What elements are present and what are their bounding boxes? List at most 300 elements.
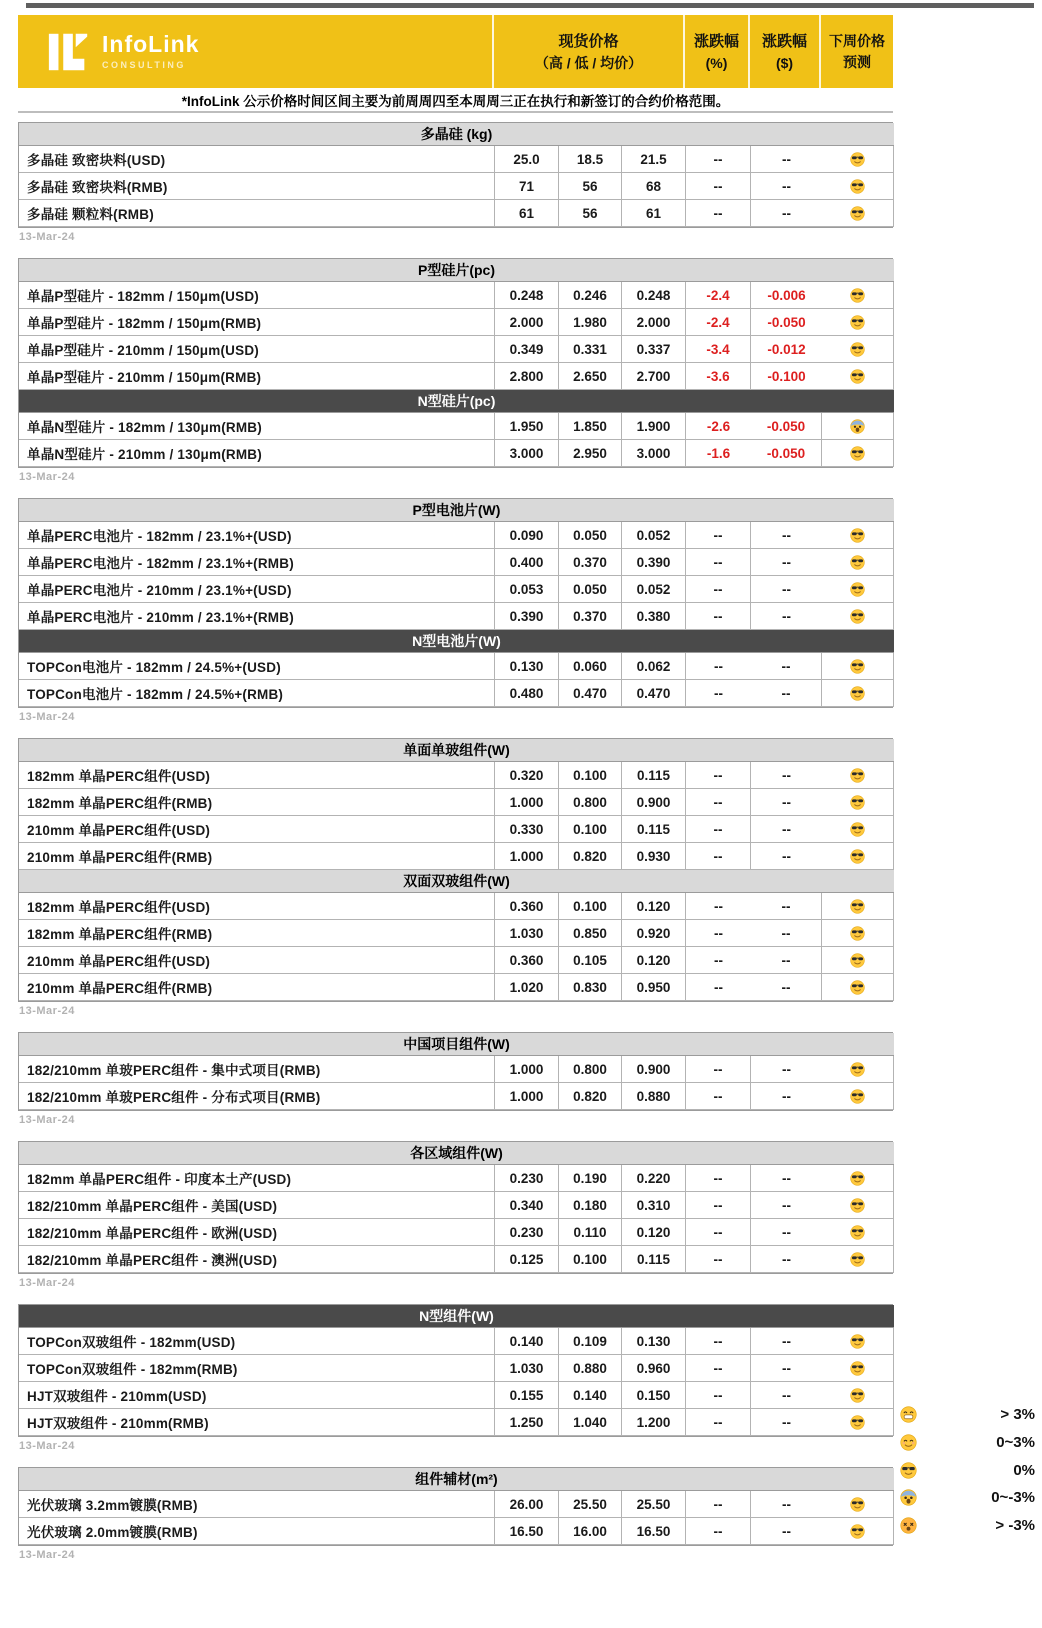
price-avg-cell: 61 <box>622 200 686 227</box>
forecast-cell <box>822 173 894 200</box>
price-high-cell: 1.030 <box>495 1355 559 1382</box>
forecast-cell <box>822 1219 894 1246</box>
change-usd-cell: -- <box>751 1518 822 1545</box>
price-low-cell: 0.830 <box>559 974 622 1001</box>
cool-face-icon <box>850 609 865 624</box>
price-avg-cell: 0.900 <box>622 1056 686 1083</box>
legend-item <box>897 1484 1038 1512</box>
change-pct-cell: -- <box>686 843 751 870</box>
price-low-cell: 0.246 <box>559 282 622 309</box>
section-block <box>18 1304 893 1458</box>
change-usd-cell: -- <box>751 947 822 974</box>
price-avg-cell: 0.115 <box>622 762 686 789</box>
forecast-cell <box>822 1246 894 1273</box>
shock-face-icon <box>900 1517 917 1534</box>
cool-face-icon <box>850 1497 865 1512</box>
product-label: 多晶硅 颗粒料(RMB) <box>19 200 495 227</box>
price-avg-cell: 21.5 <box>622 146 686 173</box>
change-pct-cell: -- <box>686 920 751 947</box>
price-table <box>18 498 893 708</box>
legend-label: > -3% <box>995 1517 1035 1535</box>
price-avg-cell: 1.900 <box>622 413 686 440</box>
cool-face-icon <box>850 1415 865 1430</box>
cool-face-icon <box>850 1334 865 1349</box>
price-period-note: *InfoLink 公示价格时间区间主要为前周周四至本周周三正在执行和新签订的合约价格范围。 <box>18 88 893 113</box>
section-header: 多晶硅 (kg) <box>19 123 894 146</box>
forecast-cell <box>822 920 894 947</box>
change-usd-cell: -- <box>751 1382 822 1409</box>
cool-face-icon <box>850 1524 865 1539</box>
price-avg-cell: 0.248 <box>622 282 686 309</box>
price-high-cell: 0.330 <box>495 816 559 843</box>
forecast-cell <box>822 680 894 707</box>
price-avg-cell: 0.950 <box>622 974 686 1001</box>
price-high-cell: 71 <box>495 173 559 200</box>
price-high-cell: 0.360 <box>495 947 559 974</box>
price-high-cell: 0.248 <box>495 282 559 309</box>
price-avg-cell: 0.390 <box>622 549 686 576</box>
forecast-cell <box>822 146 894 173</box>
price-high-cell: 1.950 <box>495 413 559 440</box>
product-label: 182mm 单晶PERC组件(RMB) <box>19 920 495 947</box>
cool-face-icon <box>850 1361 865 1376</box>
change-pct-cell: -- <box>686 146 751 173</box>
price-low-cell: 1.040 <box>559 1409 622 1436</box>
cool-face-icon <box>850 1388 865 1403</box>
cool-face-icon <box>850 899 865 914</box>
price-high-cell: 25.0 <box>495 146 559 173</box>
price-high-cell: 0.053 <box>495 576 559 603</box>
product-label: 182mm 单晶PERC组件(USD) <box>19 893 495 920</box>
price-high-cell: 1.000 <box>495 1056 559 1083</box>
price-avg-cell: 0.130 <box>622 1328 686 1355</box>
change-usd-cell: -- <box>751 1192 822 1219</box>
change-usd-cell: -- <box>751 816 822 843</box>
legend-item <box>897 1429 1038 1457</box>
section-header: N型硅片(pc) <box>19 390 894 413</box>
change-pct-cell: -- <box>686 1491 751 1518</box>
price-low-cell: 0.105 <box>559 947 622 974</box>
brand-cell <box>18 15 494 88</box>
change-pct-cell: -- <box>686 576 751 603</box>
col-header-forecast: 下周价格预测 <box>829 32 885 70</box>
cool-face-icon <box>850 659 865 674</box>
price-low-cell: 0.100 <box>559 1246 622 1273</box>
price-high-cell: 2.000 <box>495 309 559 336</box>
product-label: 多晶硅 致密块料(USD) <box>19 146 495 173</box>
price-high-cell: 0.230 <box>495 1219 559 1246</box>
cool-face-icon <box>850 1171 865 1186</box>
cool-face-icon <box>850 342 865 357</box>
change-pct-cell: -2.4 <box>686 309 751 336</box>
product-label: TOPCon双玻组件 - 182mm(USD) <box>19 1328 495 1355</box>
cool-face-icon <box>850 152 865 167</box>
change-usd-cell: -0.012 <box>751 336 822 363</box>
price-high-cell: 0.090 <box>495 522 559 549</box>
legend-item <box>897 1456 1038 1484</box>
product-label: 210mm 单晶PERC组件(USD) <box>19 947 495 974</box>
section-header: 组件辅材(m²) <box>19 1468 894 1491</box>
col-header-spot-price: 现货价格 （高 / 低 / 均价） <box>494 15 685 88</box>
price-low-cell: 0.820 <box>559 1083 622 1110</box>
change-pct-cell: -3.6 <box>686 363 751 390</box>
forecast-cell <box>822 1355 894 1382</box>
section-header: 单面单玻组件(W) <box>19 739 894 762</box>
product-label: TOPCon双玻组件 - 182mm(RMB) <box>19 1355 495 1382</box>
product-label: 210mm 单晶PERC组件(RMB) <box>19 974 495 1001</box>
cool-face-icon <box>850 980 865 995</box>
smile-face-icon <box>900 1434 917 1451</box>
section-date: 13-Mar-24 <box>19 1440 75 1452</box>
price-high-cell: 0.130 <box>495 653 559 680</box>
forecast-cell <box>822 576 894 603</box>
price-low-cell: 0.850 <box>559 920 622 947</box>
section-date: 13-Mar-24 <box>19 471 75 483</box>
forecast-cell <box>822 893 894 920</box>
section-header: 各区域组件(W) <box>19 1142 894 1165</box>
change-pct-cell: -- <box>686 816 751 843</box>
cool-face-icon <box>850 288 865 303</box>
change-pct-cell: -- <box>686 1192 751 1219</box>
change-usd-cell: -- <box>751 1491 822 1518</box>
cool-face-icon <box>850 686 865 701</box>
product-label: 单晶PERC电池片 - 210mm / 23.1%+(USD) <box>19 576 495 603</box>
section-block <box>18 122 893 249</box>
forecast-cell <box>822 653 894 680</box>
section-header: N型组件(W) <box>19 1305 894 1328</box>
change-pct-cell: -- <box>686 680 751 707</box>
price-avg-cell: 1.200 <box>622 1409 686 1436</box>
price-high-cell: 0.230 <box>495 1165 559 1192</box>
change-usd-cell: -- <box>751 653 822 680</box>
brand-subtitle: CONSULTING <box>102 60 186 70</box>
forecast-cell <box>822 1382 894 1409</box>
legend-label: 0~-3% <box>991 1489 1035 1507</box>
product-label: HJT双玻组件 - 210mm(RMB) <box>19 1409 495 1436</box>
change-pct-cell: -- <box>686 893 751 920</box>
section-date: 13-Mar-24 <box>19 1549 75 1561</box>
price-low-cell: 0.100 <box>559 762 622 789</box>
price-avg-cell: 0.220 <box>622 1165 686 1192</box>
section-date: 13-Mar-24 <box>19 1114 75 1126</box>
price-low-cell: 18.5 <box>559 146 622 173</box>
price-low-cell: 0.109 <box>559 1328 622 1355</box>
forecast-cell <box>822 1518 894 1545</box>
price-avg-cell: 3.000 <box>622 440 686 467</box>
change-usd-cell: -- <box>751 146 822 173</box>
price-table <box>18 1467 893 1546</box>
product-label: 光伏玻璃 3.2mm镀膜(RMB) <box>19 1491 495 1518</box>
change-usd-cell: -- <box>751 893 822 920</box>
change-pct-cell: -- <box>686 1056 751 1083</box>
cool-face-icon <box>850 926 865 941</box>
price-high-cell: 0.349 <box>495 336 559 363</box>
forecast-cell <box>822 816 894 843</box>
product-label: 单晶PERC电池片 - 182mm / 23.1%+(USD) <box>19 522 495 549</box>
cool-face-icon <box>850 1198 865 1213</box>
sheet-header <box>18 15 893 88</box>
price-low-cell: 0.110 <box>559 1219 622 1246</box>
product-label: 182/210mm 单晶PERC组件 - 澳洲(USD) <box>19 1246 495 1273</box>
forecast-cell <box>822 603 894 630</box>
price-low-cell: 0.800 <box>559 1056 622 1083</box>
price-low-cell: 16.00 <box>559 1518 622 1545</box>
forecast-cell <box>822 1192 894 1219</box>
cool-face-icon <box>850 1089 865 1104</box>
change-pct-cell: -- <box>686 974 751 1001</box>
change-usd-cell: -0.050 <box>751 309 822 336</box>
price-low-cell: 0.370 <box>559 549 622 576</box>
price-low-cell: 56 <box>559 173 622 200</box>
forecast-cell <box>822 1491 894 1518</box>
product-label: 182mm 单晶PERC组件 - 印度本土产(USD) <box>19 1165 495 1192</box>
cool-face-icon <box>900 1462 917 1479</box>
price-avg-cell: 0.930 <box>622 843 686 870</box>
change-usd-cell: -- <box>751 762 822 789</box>
cool-face-icon <box>850 528 865 543</box>
forecast-cell <box>822 440 894 467</box>
product-label: 单晶N型硅片 - 182mm / 130μm(RMB) <box>19 413 495 440</box>
legend-label: 0% <box>1013 1461 1035 1479</box>
change-usd-cell: -- <box>751 603 822 630</box>
product-label: HJT双玻组件 - 210mm(USD) <box>19 1382 495 1409</box>
change-usd-cell: -- <box>751 576 822 603</box>
change-usd-cell: -- <box>751 843 822 870</box>
section-date: 13-Mar-24 <box>19 711 75 723</box>
price-low-cell: 0.190 <box>559 1165 622 1192</box>
price-high-cell: 0.320 <box>495 762 559 789</box>
price-high-cell: 1.000 <box>495 1083 559 1110</box>
price-high-cell: 1.030 <box>495 920 559 947</box>
change-pct-cell: -- <box>686 1382 751 1409</box>
cool-face-icon <box>850 822 865 837</box>
change-usd-cell: -- <box>751 1219 822 1246</box>
price-low-cell: 0.820 <box>559 843 622 870</box>
cool-face-icon <box>850 555 865 570</box>
price-table <box>18 738 893 1002</box>
forecast-cell <box>822 843 894 870</box>
product-label: 182/210mm 单晶PERC组件 - 美国(USD) <box>19 1192 495 1219</box>
product-label: 单晶PERC电池片 - 182mm / 23.1%+(RMB) <box>19 549 495 576</box>
price-high-cell: 16.50 <box>495 1518 559 1545</box>
section-block <box>18 1467 893 1567</box>
forecast-cell <box>822 947 894 974</box>
price-high-cell: 0.390 <box>495 603 559 630</box>
col-header-change-usd: 涨跌幅 ($) <box>750 15 821 88</box>
change-usd-cell: -- <box>751 1328 822 1355</box>
product-label: 182/210mm 单玻PERC组件 - 集中式项目(RMB) <box>19 1056 495 1083</box>
price-table <box>18 258 893 468</box>
product-label: 单晶PERC电池片 - 210mm / 23.1%+(RMB) <box>19 603 495 630</box>
price-low-cell: 0.880 <box>559 1355 622 1382</box>
cool-face-icon <box>850 953 865 968</box>
change-pct-cell: -- <box>686 789 751 816</box>
forecast-cell <box>822 522 894 549</box>
change-usd-cell: -- <box>751 1083 822 1110</box>
cool-face-icon <box>850 1225 865 1240</box>
price-avg-cell: 0.960 <box>622 1355 686 1382</box>
price-low-cell: 2.950 <box>559 440 622 467</box>
price-avg-cell: 0.310 <box>622 1192 686 1219</box>
price-low-cell: 2.650 <box>559 363 622 390</box>
change-pct-cell: -- <box>686 1083 751 1110</box>
product-label: 182/210mm 单晶PERC组件 - 欧洲(USD) <box>19 1219 495 1246</box>
price-avg-cell: 0.900 <box>622 789 686 816</box>
cool-face-icon <box>850 369 865 384</box>
change-pct-cell: -- <box>686 762 751 789</box>
forecast-cell <box>822 789 894 816</box>
price-low-cell: 0.050 <box>559 576 622 603</box>
section-block <box>18 498 893 729</box>
change-usd-cell: -- <box>751 200 822 227</box>
price-high-cell: 0.155 <box>495 1382 559 1409</box>
product-label: 多晶硅 致密块料(RMB) <box>19 173 495 200</box>
cool-face-icon <box>850 582 865 597</box>
price-avg-cell: 0.120 <box>622 893 686 920</box>
price-low-cell: 0.050 <box>559 522 622 549</box>
change-pct-cell: -- <box>686 947 751 974</box>
section-block <box>18 258 893 489</box>
price-avg-cell: 0.115 <box>622 1246 686 1273</box>
price-low-cell: 0.331 <box>559 336 622 363</box>
cool-face-icon <box>850 206 865 221</box>
product-label: 单晶P型硅片 - 182mm / 150μm(USD) <box>19 282 495 309</box>
cool-face-icon <box>850 768 865 783</box>
forecast-cell <box>822 413 894 440</box>
change-pct-cell: -- <box>686 522 751 549</box>
change-pct-cell: -- <box>686 200 751 227</box>
legend-item <box>897 1401 1038 1429</box>
price-avg-cell: 25.50 <box>622 1491 686 1518</box>
section-header: P型硅片(pc) <box>19 259 894 282</box>
product-label: 光伏玻璃 2.0mm镀膜(RMB) <box>19 1518 495 1545</box>
change-pct-cell: -- <box>686 1355 751 1382</box>
forecast-cell <box>822 1083 894 1110</box>
forecast-cell <box>822 282 894 309</box>
product-label: 单晶P型硅片 - 210mm / 150μm(USD) <box>19 336 495 363</box>
forecast-legend <box>897 1401 1038 1539</box>
forecast-cell <box>822 1165 894 1192</box>
product-label: 182mm 单晶PERC组件(USD) <box>19 762 495 789</box>
section-block <box>18 1141 893 1295</box>
price-avg-cell: 68 <box>622 173 686 200</box>
change-pct-cell: -- <box>686 603 751 630</box>
change-usd-cell: -- <box>751 1355 822 1382</box>
legend-label: > 3% <box>1000 1406 1035 1424</box>
cool-face-icon <box>850 849 865 864</box>
change-pct-cell: -- <box>686 1328 751 1355</box>
brand-name: InfoLink <box>102 31 200 57</box>
price-high-cell: 0.125 <box>495 1246 559 1273</box>
price-avg-cell: 0.115 <box>622 816 686 843</box>
price-low-cell: 56 <box>559 200 622 227</box>
scream-face-icon <box>900 1489 917 1506</box>
section-header: 中国项目组件(W) <box>19 1033 894 1056</box>
price-low-cell: 25.50 <box>559 1491 622 1518</box>
price-avg-cell: 0.052 <box>622 576 686 603</box>
price-high-cell: 0.340 <box>495 1192 559 1219</box>
price-high-cell: 61 <box>495 200 559 227</box>
scream-face-icon <box>850 419 865 434</box>
price-low-cell: 0.140 <box>559 1382 622 1409</box>
change-usd-cell: -0.050 <box>751 413 822 440</box>
price-high-cell: 0.400 <box>495 549 559 576</box>
price-avg-cell: 0.120 <box>622 947 686 974</box>
product-label: 182mm 单晶PERC组件(RMB) <box>19 789 495 816</box>
change-pct-cell: -2.4 <box>686 282 751 309</box>
price-avg-cell: 2.000 <box>622 309 686 336</box>
price-low-cell: 0.100 <box>559 816 622 843</box>
forecast-cell <box>822 1056 894 1083</box>
product-label: 单晶N型硅片 - 210mm / 130μm(RMB) <box>19 440 495 467</box>
change-usd-cell: -- <box>751 1056 822 1083</box>
change-usd-cell: -- <box>751 680 822 707</box>
change-usd-cell: -- <box>751 974 822 1001</box>
price-avg-cell: 0.120 <box>622 1219 686 1246</box>
product-label: TOPCon电池片 - 182mm / 24.5%+(RMB) <box>19 680 495 707</box>
price-avg-cell: 0.920 <box>622 920 686 947</box>
price-high-cell: 0.480 <box>495 680 559 707</box>
section-block <box>18 738 893 1023</box>
forecast-cell <box>822 336 894 363</box>
change-usd-cell: -0.006 <box>751 282 822 309</box>
top-divider <box>26 3 1034 8</box>
price-low-cell: 0.800 <box>559 789 622 816</box>
change-pct-cell: -- <box>686 1165 751 1192</box>
legend-label: 0~3% <box>996 1434 1035 1452</box>
cool-face-icon <box>850 1252 865 1267</box>
legend-item <box>897 1512 1038 1540</box>
infolink-logo-icon <box>46 29 92 75</box>
change-usd-cell: -- <box>751 1246 822 1273</box>
forecast-cell <box>822 549 894 576</box>
price-high-cell: 26.00 <box>495 1491 559 1518</box>
price-avg-cell: 0.880 <box>622 1083 686 1110</box>
change-usd-cell: -- <box>751 1409 822 1436</box>
forecast-cell <box>822 762 894 789</box>
section-header: N型电池片(W) <box>19 630 894 653</box>
forecast-cell <box>822 363 894 390</box>
product-label: 182/210mm 单玻PERC组件 - 分布式项目(RMB) <box>19 1083 495 1110</box>
change-pct-cell: -1.6 <box>686 440 751 467</box>
price-low-cell: 0.470 <box>559 680 622 707</box>
change-usd-cell: -- <box>751 1165 822 1192</box>
price-high-cell: 1.000 <box>495 789 559 816</box>
section-block <box>18 1032 893 1132</box>
price-avg-cell: 0.337 <box>622 336 686 363</box>
col-header-change-pct: 涨跌幅 (%) <box>685 15 750 88</box>
change-pct-cell: -- <box>686 1409 751 1436</box>
price-table <box>18 122 893 228</box>
product-label: 210mm 单晶PERC组件(USD) <box>19 816 495 843</box>
product-label: 单晶P型硅片 - 210mm / 150μm(RMB) <box>19 363 495 390</box>
forecast-cell <box>822 1409 894 1436</box>
price-low-cell: 1.850 <box>559 413 622 440</box>
change-pct-cell: -2.6 <box>686 413 751 440</box>
change-usd-cell: -- <box>751 789 822 816</box>
price-low-cell: 0.100 <box>559 893 622 920</box>
cool-face-icon <box>850 315 865 330</box>
forecast-cell <box>822 309 894 336</box>
product-label: 单晶P型硅片 - 182mm / 150μm(RMB) <box>19 309 495 336</box>
cool-face-icon <box>850 1062 865 1077</box>
price-low-cell: 0.060 <box>559 653 622 680</box>
section-blocks <box>18 122 893 1567</box>
price-avg-cell: 0.052 <box>622 522 686 549</box>
cool-face-icon <box>850 179 865 194</box>
price-avg-cell: 0.470 <box>622 680 686 707</box>
change-usd-cell: -- <box>751 173 822 200</box>
